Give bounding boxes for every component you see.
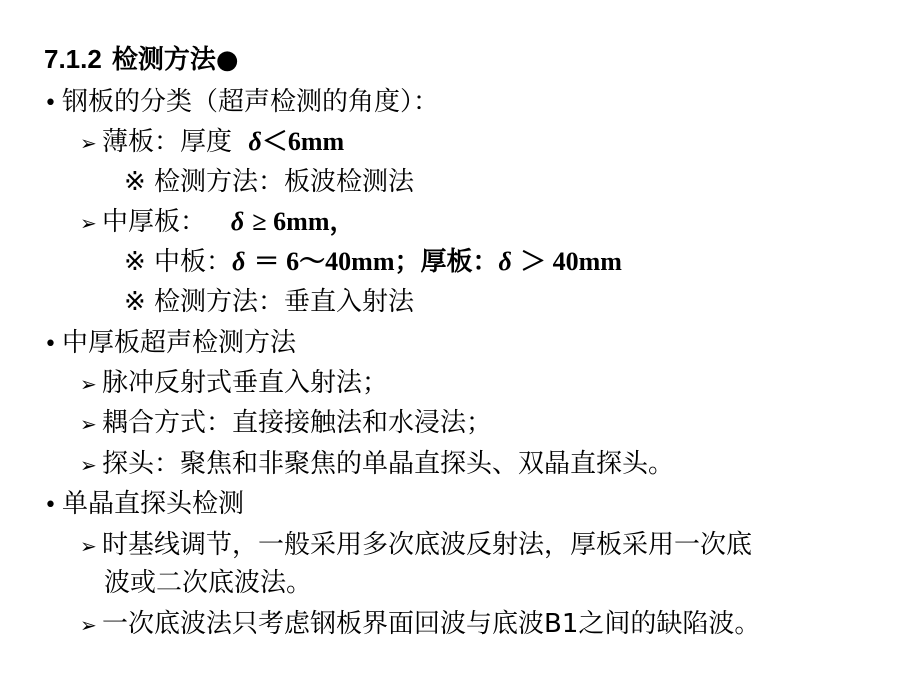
subitem-text: 脉冲反射式垂直入射法； <box>102 368 389 398</box>
bullet-single-crystal-probe <box>44 487 244 523</box>
arrow-icon: ➢ <box>80 453 97 477</box>
subitem-text: 时基线调节，一般采用多次底波反射法，厚板采用一次底 <box>102 530 753 560</box>
bullet-text: 单晶直探头检测 <box>62 489 245 519</box>
subitem-text: 薄板：厚度 <box>102 127 233 157</box>
subitem-timebase-adjustment <box>80 528 752 563</box>
arrow-icon: ➢ <box>80 534 97 558</box>
bullet-icon: • <box>44 332 57 357</box>
thickness-value: ≥ 6mm， <box>252 207 356 236</box>
delta-symbol: δ <box>248 127 262 156</box>
subitem-thin-plate <box>80 125 344 160</box>
subitem-coupling-method <box>80 406 492 441</box>
bullet-icon: • <box>44 91 57 116</box>
note-text: ※ 检测方法：垂直入射法 <box>124 287 415 317</box>
subitem-first-echo-method <box>80 607 760 642</box>
note-thin-plate-method <box>124 165 414 199</box>
subitem-text: 探头：聚焦和非聚焦的单晶直探头、双晶直探头。 <box>102 449 675 479</box>
arrow-icon: ➢ <box>80 412 97 436</box>
thickness-value: ＜6mm <box>261 127 345 156</box>
delta-symbol: δ <box>232 247 246 276</box>
arrow-icon: ➢ <box>80 211 97 235</box>
note-plate-ranges <box>124 245 622 279</box>
bullet-steel-classification <box>44 85 439 121</box>
range-text: ＝ 6～40mm；厚板： <box>253 247 499 276</box>
arrow-icon: ➢ <box>80 613 97 637</box>
section-number: 7.1.2 <box>44 44 102 74</box>
bullet-text: 钢板的分类（超声检测的角度）： <box>62 87 440 117</box>
section-title-text: 检测方法● <box>111 45 239 75</box>
note-medium-plate-method <box>124 285 414 319</box>
bullet-text: 中厚板超声检测方法 <box>62 328 297 358</box>
subitem-text: 一次底波法只考虑钢板界面回波与底波B1之间的缺陷波。 <box>102 609 761 639</box>
subitem-probe-types <box>80 447 674 482</box>
arrow-icon: ➢ <box>80 131 97 155</box>
bullet-icon: • <box>44 493 57 518</box>
subitem-text: 波或二次底波法。 <box>104 568 313 598</box>
delta-symbol: δ <box>498 247 512 276</box>
subitem-pulse-reflection <box>80 366 388 401</box>
subitem-text: 耦合方式：直接接触法和水浸法； <box>102 408 493 438</box>
bullet-medium-plate-ut-methods <box>44 326 296 362</box>
delta-symbol: δ <box>230 207 245 236</box>
subitem-text: 中厚板： <box>102 207 207 237</box>
subitem-timebase-continuation <box>104 566 312 600</box>
note-text: ※ 中板： <box>124 247 233 277</box>
subitem-medium-thick-plate <box>80 205 356 240</box>
thickness-value: ＞ 40mm <box>520 247 622 276</box>
section-title <box>44 42 239 77</box>
arrow-icon: ➢ <box>80 372 97 396</box>
note-text: ※ 检测方法：板波检测法 <box>124 167 415 197</box>
